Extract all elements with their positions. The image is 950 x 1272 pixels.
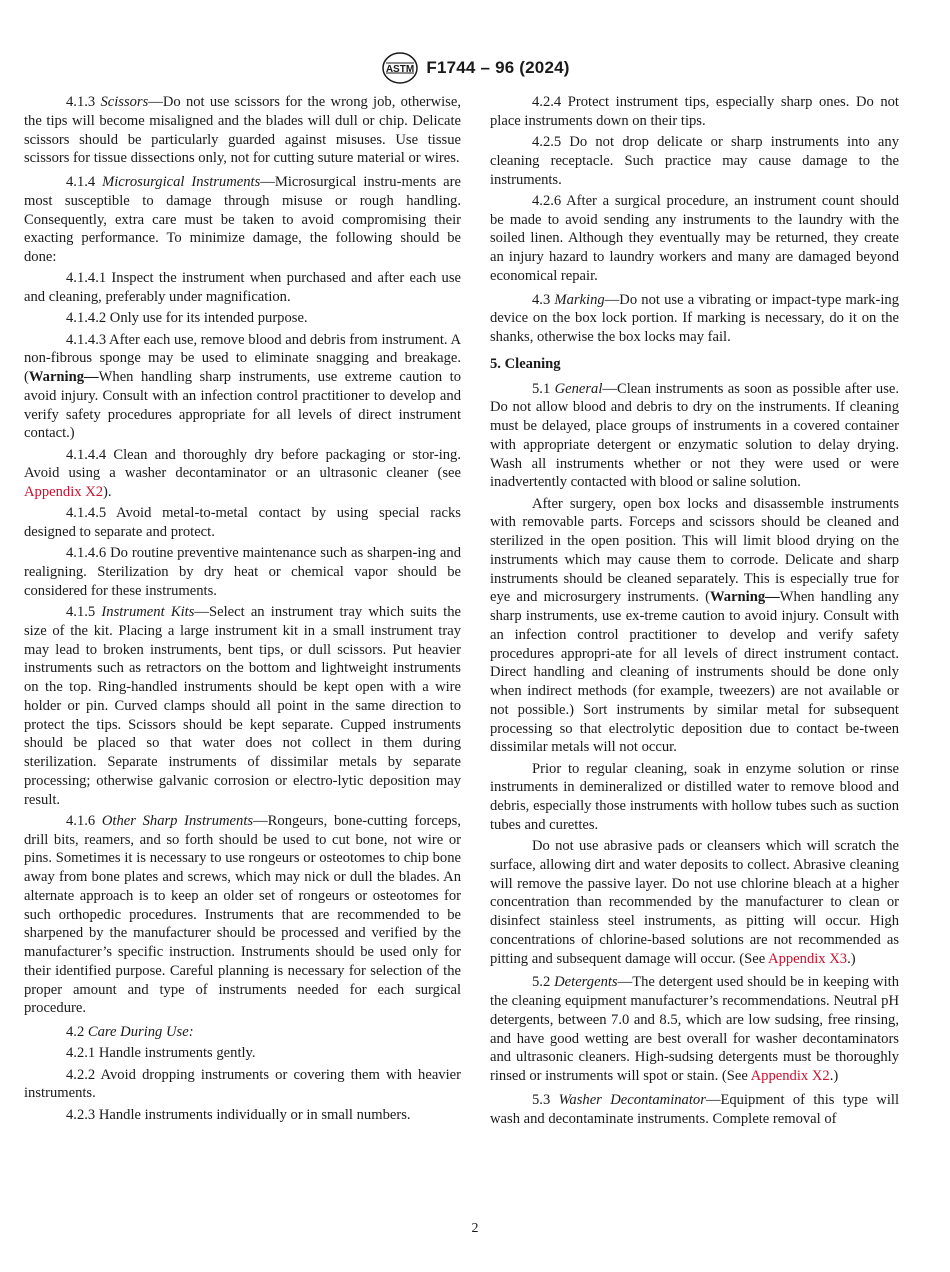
section-4-1-5: 4.1.5 Instrument Kits—Select an instrument tray which suits the size of the kit. Placing a large instrument kit in a small instrument tray may lead to broken instruments, bent tips, or dull scissors. Put heavier instruments such as retractors on the bottom and lightweight instruments on the top. Ring-handled instruments should be kept open with a wire holder or pin. Curved clamps should all point in the same direction to protect the tips. Scissors should be kept separate. Cupped instruments should be placed so that water does not collect in them during sterilization. Separate instruments of dissimilar metals by separate processing; otherwise galvanic corrosion or electro-lytic deposition may result. xyxy=(24,604,462,808)
paragraph-prior-cleaning: Prior to regular cleaning, soak in enzyme solution or rinse instruments in demineralized or distilled water to remove blood and debris, especially those instruments with hollow tubes such as suction tubes and curettes. xyxy=(490,760,899,833)
section-4-1-4: 4.1.4 Microsurgical Instruments—Microsurgical instru-ments are most susceptible to damage through misuse or rough handling. Consequently, extra care must be taken to avoid compromising their exacting performance. To minimize damage, the following should be done: xyxy=(24,174,461,265)
section-4-1-4-3: 4.1.4.3 After each use, remove blood and debris from instrument. A non-fibrous sponge may be used to eliminate snagging and breakage. (Warning—When handling sharp instruments, use extreme caution to avoid injury. Consult with an infection control practitioner to develop and verify safety procedures appropriate for all levels of direct instrument contact.) xyxy=(24,331,461,442)
section-4-2-6: 4.2.6 After a surgical procedure, an instrument count should be made to avoid sending any instruments to the laundry with the soiled linen. Although they eventually may be returned, they create an injury hazard to laundry workers and many are damaged beyond economical repair. xyxy=(490,192,899,284)
document-id: F1744 – 96 (2024) xyxy=(426,58,570,77)
section-4-2-2: 4.2.2 Avoid dropping instruments or covering them with heavier instruments. xyxy=(24,1066,461,1102)
paragraph-after-surgery: After surgery, open box locks and disassemble instruments with removable parts. Forceps and scissors should be cleaned and sterilized in the open position. This will limit blood drying on the instruments which may cause them to corrode. Delicate and sharp instruments should be cleaned separately. This is especially true for eye and microsurgery instruments. (Warning—When handling any sharp instruments, use ex-treme caution to avoid injury. Consult with an infection control practitioner to develop and verify safety procedures appropri-ate for all levels of direct instrument contact. Direct handling and cleaning of instruments should be done only when indirect methods (for example, tweezers) are not available or not possible.) Sort instruments by similar metal for subsequent processing so that electrolytic deposition due to contact be-tween dissimilar metals will not occur. xyxy=(490,495,899,756)
section-4-2-5: 4.2.5 Do not drop delicate or sharp instruments into any cleaning receptacle. Such practice may cause damage to the instruments. xyxy=(490,134,899,188)
right-column xyxy=(490,93,899,1131)
section-4-2-1: 4.2.1 Handle instruments gently. xyxy=(66,1045,256,1062)
section-4-1-3: 4.1.3 Scissors—Do not use scissors for the wrong job, otherwise, the tips will become misaligned and the blades will dull or chip. Delicate scissors should be particularly guarded against misuses. Use tissue scissors for tissue dissections only, not for cutting suture material or wires. xyxy=(24,94,461,167)
section-4-1-4-2: 4.1.4.2 Only use for its intended purpose. xyxy=(66,310,308,327)
page-number: 2 xyxy=(471,1221,479,1236)
section-4-1-4-4: 4.1.4.4 Clean and thoroughly dry before packaging or stor-ing. Avoid using a washer decontaminator or an ultrasonic cleaner (see Appendix X2). xyxy=(24,446,461,500)
section-5-heading: 5. Cleaning xyxy=(490,355,561,372)
left-column xyxy=(24,93,461,1127)
section-4-1-4-1: 4.1.4.1 Inspect the instrument when purchased and after each use and cleaning, preferably under magnification. xyxy=(24,270,461,305)
section-4-3: 4.3 Marking—Do not use a vibrating or impact-type mark-ing device on the box lock portion. If marking is necessary, do it on the shanks, otherwise the box locks may fail. xyxy=(490,291,899,345)
svg-text:ASTM: ASTM xyxy=(386,64,415,75)
appendix-x2-link[interactable]: Appendix X2 xyxy=(24,484,104,500)
astm-logo-icon xyxy=(380,51,420,85)
appendix-x3-link[interactable]: Appendix X3 xyxy=(768,950,848,967)
section-5-2: 5.2 Detergents—The detergent used should be in keeping with the cleaning equipment manufacturer’s recommendations. Neutral pH detergents, between 7.0 and 8.5, which are low sudsing, free rinsing, and have good wetting are best overall for washer decontaminators and ultrasonic cleaners. High-sudsing detergents must be thoroughly rinsed or instruments will spot or stain. (See Appendix X2.) xyxy=(490,974,900,1084)
section-4-1-6: 4.1.6 Other Sharp Instruments—Rongeurs, bone-cutting forceps, drill bits, reamers, and so forth should be used to cut bone, not wire or pins. Sometimes it is necessary to use rongeurs or osteotomes to chip bone away from bone plates and screws, which may nick or dull the blades. An alternate approach is to keep an older set of rongeurs or osteotomes for such orthopedic procedures. Instruments that are recommended to be sharpened by the manufacturer should be processed and verified by the manufacturer’s specific instruction. Instruments should be used only for their identified purpose. Careful planning is necessary for selection of the proper amount and type of instruments needed for each surgical procedure. xyxy=(24,812,461,1017)
section-5-3: 5.3 Washer Decontaminator—Equipment of this type will wash and decontaminate instruments. Complete removal of xyxy=(490,1091,899,1127)
section-4-1-4-6: 4.1.4.6 Do routine preventive maintenance such as sharpen-ing and realigning. Sterilization by dry heat or chemical vapor should be considered for these instruments. xyxy=(24,545,461,599)
appendix-x2-link[interactable]: Appendix X2 xyxy=(750,1068,830,1084)
section-4-2-3: 4.2.3 Handle instruments individually or in small numbers. xyxy=(66,1106,411,1123)
page-header xyxy=(0,50,950,86)
section-4-2: 4.2 Care During Use: xyxy=(66,1024,194,1040)
section-5-1: 5.1 General—Clean instruments as soon as possible after use. Do not allow blood and debris to dry on the instruments. If cleaning must be delayed, place groups of instruments in a covered container with appropriate detergent or enzymatic solution to delay drying. Wash all instruments whether or not they were used or were inadvertently contacted with blood or saline solution. xyxy=(490,380,900,491)
section-4-1-4-5: 4.1.4.5 Avoid metal-to-metal contact by using special racks designed to separate and protect. xyxy=(24,505,461,540)
section-4-2-4: 4.2.4 Protect instrument tips, especially sharp ones. Do not place instruments down on their tips. xyxy=(490,94,899,129)
paragraph-abrasive: Do not use abrasive pads or cleansers which will scratch the surface, allowing dirt and water deposits to collect. Abrasive cleaning will remove the passive layer. Do not use chlorine bleach at a higher concentration than recommended by the manufacturer to clean or disinfect stainless steel instruments, as pitting will occur. High concentrations of chlorine-based solutions are not recommended as pitting and subsequent damage will occur. (See Appendix X3.) xyxy=(490,838,899,967)
